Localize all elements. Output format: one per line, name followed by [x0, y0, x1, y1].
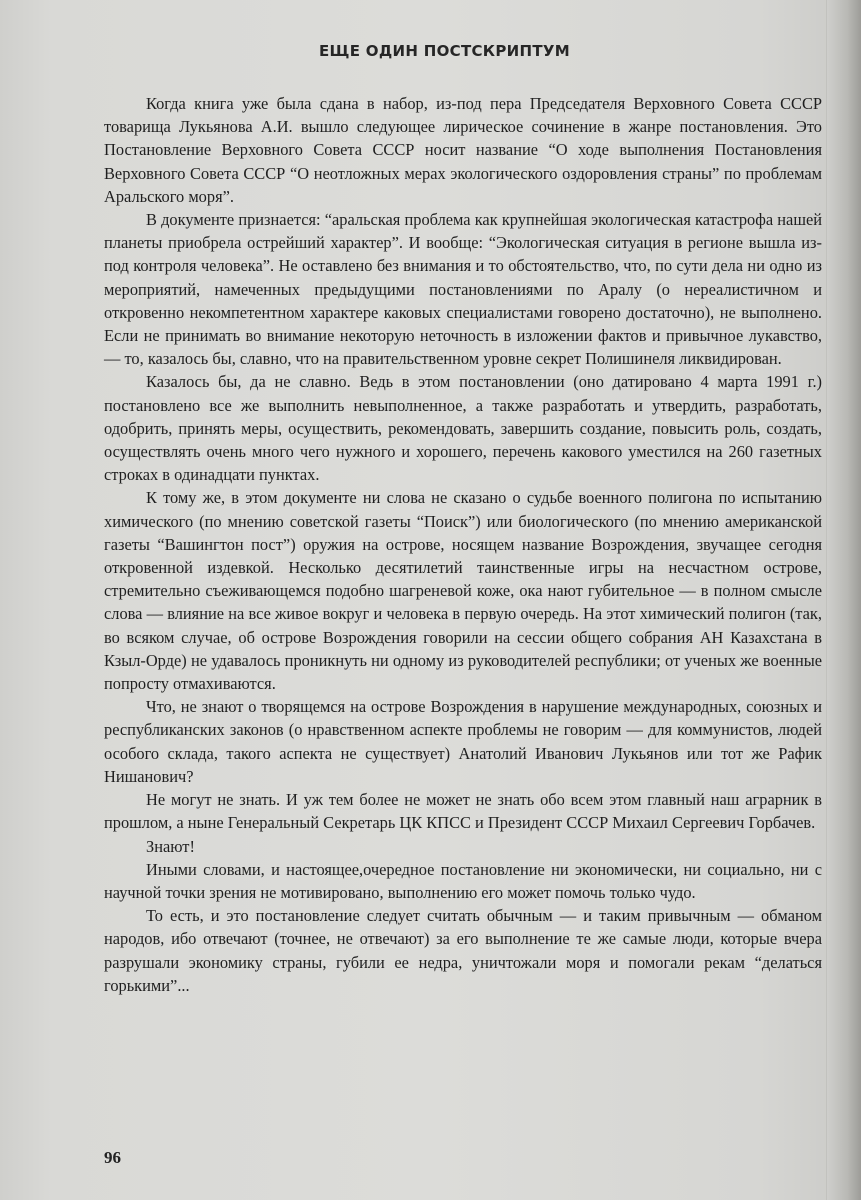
paragraph-5: Что, не знают о творящемся на острове Возрождения в нарушение международных, союзных и республиканских законов (о нравственном аспекте проблемы не говорим — для коммунистов, людей особого склада, такого аспекта не существует) Анатолий Иванович Лукьянов или тот же Рафик Нишанович? [104, 697, 822, 786]
paragraph-3: Казалось бы, да не славно. Ведь в этом постановлении (оно датировано 4 марта 1991 г.) постановлено все же выполнить невыполненное, а также разработать и утвердить, разработать, одобрить, принять меры, осуществить, рекомендовать, завершить создание, повысить роль, создать, осуществлять очень много чего нужного и хорошего, перечень какового уместился на 260 газетных строках в одинадцати пунктах. [104, 372, 822, 485]
page-title: ЕЩЕ ОДИН ПОСТСКРИПТУМ [319, 42, 570, 60]
body-text [104, 92, 822, 997]
page-edge-shadow [826, 0, 861, 1200]
paragraph-9: То есть, и это постановление следует считать обычным — и таким привычным — обманом народов, ибо отвечают (точнее, не отвечают) за его выполнение те же самые люди, которые вчера разрушали экономику страны, губили ее недра, уничтожали моря и помогали рекам “делаться горькими”... [104, 906, 822, 995]
paragraph-4: К тому же, в этом документе ни слова не сказано о судьбе военного полигона по испытанию химического (по мнению советской газеты “Поиск”) или биологического (по мнению американской газеты “Вашингтон пост”) оружия на острове, носящем название Возрождения, звучащее сегодня откровенной издевкой. Несколько десятилетий таинственные игры на несчастном острове, стремительно съеживающемся подобно шагреневой коже, ока нают губительное — в полном смысле слова — влияние на все живое вокруг и человека в первую очередь. На этот химический полигон (так, во всяком случае, об острове Возрождения говорили на сессии общего собрания АН Казахстана в Кзыл-Орде) не удавалось проникнуть ни одному из руководителей республики; от ученых же военные попросту отмахиваются. [104, 488, 822, 694]
paragraph-2: В документе признается: “аральская проблема как крупнейшая экологическая катастрофа нашей планеты приобрела острейший характер”. И вообще: “Экологическая ситуация в регионе вышла из-под контроля человека”. Не оставлено без внимания и то обстоятельство, что, по сути дела ни одно из мероприятий, намеченных предыдущими постановлениями по Аралу (о нереалистичном и откровенно некомпетентном характере каковых специалистами говорено достаточно), не выполнено. Если не принимать во внимание некоторую неточность в изложении фактов и привычное лукавство, — то, казалось бы, славно, что на правительственном уровне секрет Полишинеля ликвидирован. [104, 210, 822, 369]
paragraph-8: Иными словами, и настоящее,очередное постановление ни экономически, ни социально, ни с научной точки зрения не мотивировано, выполнению его может помочь только чудо. [104, 859, 822, 902]
paragraph-7: Знают! [146, 836, 195, 856]
paragraph-1: Когда книга уже была сдана в набор, из-под пера Председателя Верховного Совета СССР товарища Лукьянова А.И. вышло следующее лирическое сочинение в жанре постановления. Это Постановление Верховного Совета СССР носит название “О ходе выполнения Постановления Верховного Совета СССР “О неотложных мерах экологического оздоровления страны” по проблемам Аральского моря”. [104, 94, 822, 206]
page-number: 96 [104, 1148, 121, 1167]
paragraph-6: Не могут не знать. И уж тем более не может не знать обо всем этом главный наш аграрник в прошлом, а ныне Генеральный Секретарь ЦК КПСС и Президент СССР Михаил Сергеевич Горбачев. [104, 790, 822, 833]
